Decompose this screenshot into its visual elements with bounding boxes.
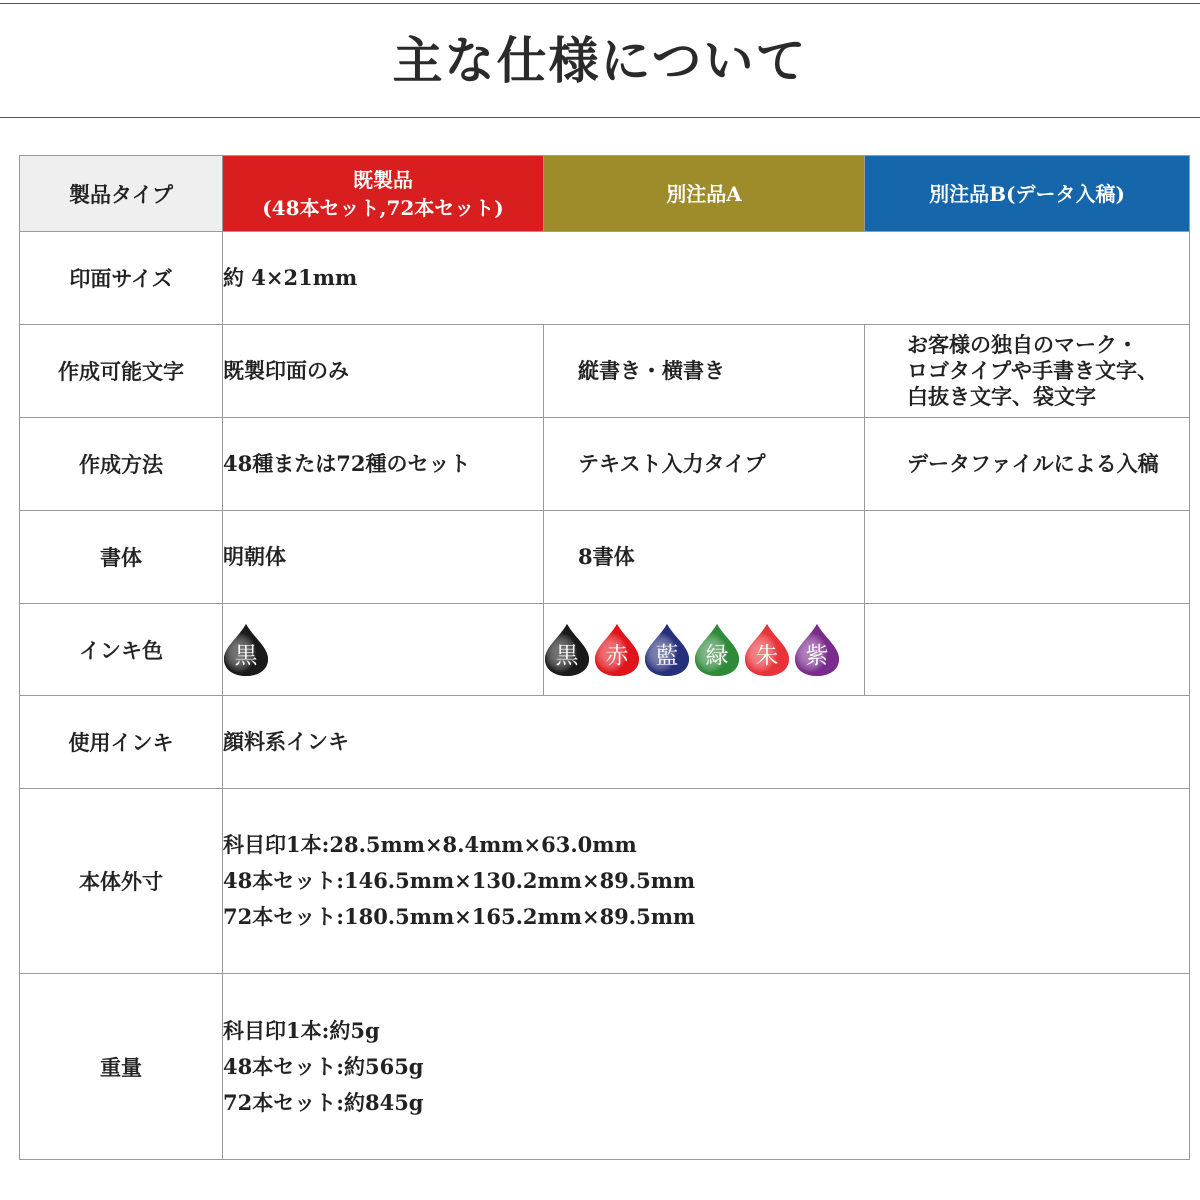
- method-custom-b: データファイルによる入稿: [865, 418, 1190, 511]
- ink-drop-icon: [794, 623, 840, 677]
- row-label-product-type: 製品タイプ: [20, 156, 223, 232]
- ink-drop-icon: [594, 623, 640, 677]
- method-custom-a: テキスト入力タイプ: [544, 418, 865, 511]
- row-label-ink-color: インキ色: [20, 604, 223, 696]
- dimensions-line: 48本セット:146.5mm×130.2mm×89.5mm: [223, 868, 696, 893]
- font-custom-a: 8書体: [544, 511, 865, 604]
- column-header-ready-made-title: 既製品: [353, 167, 413, 192]
- column-header-ready-made-sets: (48本セット,72本セット): [262, 195, 504, 220]
- ink-drop-icon: [744, 623, 790, 677]
- ink-drop-icon: [644, 623, 690, 677]
- top-divider: [0, 3, 1200, 4]
- ink-drop-label: 朱: [755, 642, 779, 669]
- ink-drop-label: 紫: [805, 642, 829, 669]
- dimensions-value: [223, 789, 1190, 974]
- ink-drop-label: 黒: [555, 642, 579, 669]
- column-header-ready-made: [223, 156, 544, 232]
- ink-drop-icon: [544, 623, 590, 677]
- row-label-font: 書体: [20, 511, 223, 604]
- table-row: [20, 696, 1190, 789]
- weight-line: 72本セット:約845g: [223, 1089, 424, 1115]
- row-label-method: 作成方法: [20, 418, 223, 511]
- ink-drop-label: 緑: [705, 642, 729, 669]
- table-row: [20, 974, 1190, 1160]
- ink-type-value: 顔料系インキ: [223, 696, 1190, 789]
- ink-drop-label: 藍: [655, 642, 679, 669]
- table-row: [20, 789, 1190, 974]
- spec-table: [19, 155, 1190, 1160]
- characters-custom-b-line: 白抜き文字、袋文字: [907, 384, 1096, 409]
- table-row: [20, 604, 1190, 696]
- ink-drop-list: [223, 623, 543, 677]
- column-header-custom-b: 別注品B(データ入稿): [865, 156, 1190, 232]
- dimensions-line: 72本セット:180.5mm×165.2mm×89.5mm: [223, 904, 696, 929]
- characters-ready-made: 既製印面のみ: [223, 325, 544, 418]
- ink-drop-list: [544, 623, 864, 677]
- row-label-weight: 重量: [20, 974, 223, 1160]
- ink-color-ready-made: [223, 604, 544, 696]
- characters-custom-a: 縦書き・横書き: [544, 325, 865, 418]
- weight-value: [223, 974, 1190, 1160]
- weight-line: 科目印1本:約5g: [223, 1017, 380, 1043]
- ink-color-custom-b: [865, 604, 1190, 696]
- row-label-print-size: 印面サイズ: [20, 232, 223, 325]
- print-size-value: 約 4×21mm: [223, 232, 1190, 325]
- font-ready-made: 明朝体: [223, 511, 544, 604]
- table-row: [20, 418, 1190, 511]
- ink-color-custom-a: [544, 604, 865, 696]
- row-label-dimensions: 本体外寸: [20, 789, 223, 974]
- characters-custom-b-line: ロゴタイプや手書き文字、: [907, 358, 1158, 383]
- dimensions-line: 科目印1本:28.5mm×8.4mm×63.0mm: [223, 832, 637, 857]
- weight-line: 48本セット:約565g: [223, 1053, 424, 1079]
- table-row: [20, 511, 1190, 604]
- table-row: [20, 232, 1190, 325]
- method-ready-made: 48種または72種のセット: [223, 418, 544, 511]
- ink-drop-icon: [223, 623, 269, 677]
- characters-custom-b-line: お客様の独自のマーク・: [907, 332, 1138, 357]
- table-row: [20, 325, 1190, 418]
- row-label-ink-type: 使用インキ: [20, 696, 223, 789]
- ink-drop-label: 黒: [234, 642, 258, 669]
- font-custom-b: [865, 511, 1190, 604]
- title-divider: [0, 117, 1200, 118]
- page-title: 主な仕様について: [392, 31, 808, 90]
- header-row: [20, 156, 1190, 232]
- row-label-characters: 作成可能文字: [20, 325, 223, 418]
- ink-drop-icon: [694, 623, 740, 677]
- column-header-custom-a: 別注品A: [544, 156, 865, 232]
- characters-custom-b: [865, 325, 1190, 418]
- ink-drop-label: 赤: [605, 642, 629, 669]
